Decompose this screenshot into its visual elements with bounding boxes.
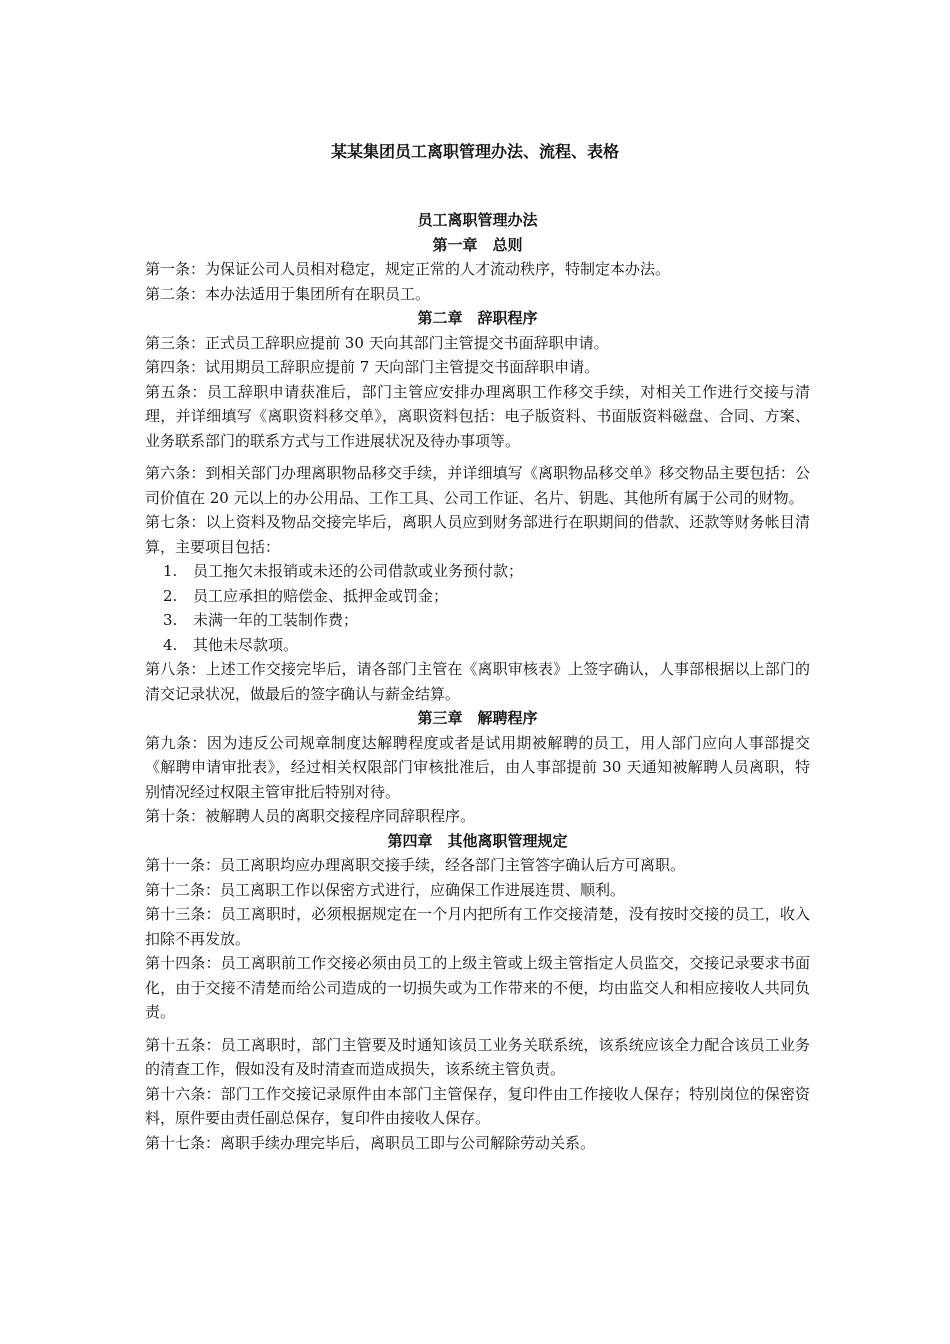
article-11: 第十一条：员工离职均应办理离职交接手续，经各部门主管答字确认后方可离职。 bbox=[145, 856, 686, 874]
article-1: 第一条：为保证公司人员相对稳定，规定正常的人才流动秩序，特制定本办法。 bbox=[145, 260, 671, 278]
chapter-4-heading: 第四章 其他离职管理规定 bbox=[387, 831, 568, 850]
chapter-3-heading: 第三章 解聘程序 bbox=[417, 709, 538, 727]
chapter-1-heading: 第一章 总则 bbox=[432, 235, 523, 254]
list-item-text: 未满一年的工装制作费； bbox=[193, 611, 359, 629]
list-item-text: 员工拖欠未报销或未还的公司借款或业务预付款； bbox=[193, 562, 524, 580]
article-12: 第十二条：员工离职工作以保密方式进行，应确保工作进展连贯、顺利。 bbox=[145, 880, 626, 899]
list-item-number: 1. bbox=[163, 562, 178, 580]
article-7: 第七条：以上资料及物品交接完毕后，离职人员应到财务部进行在职期间的借款、还款等财务帐目清算，主要项目包括： bbox=[145, 513, 810, 556]
document-title: 某某集团员工离职管理办法、流程、表格 bbox=[330, 142, 619, 161]
article-8: 第八条：上述工作交接完毕后，请各部门主管在《离职审核表》上签字确认，人事部根据以上部门的清交记录状况，做最后的签字确认与薪金结算。 bbox=[145, 660, 810, 703]
section-title: 员工离职管理办法 bbox=[417, 211, 538, 229]
article-9: 第九条：因为违反公司规章制度达解聘程度或者是试用期被解聘的员工，用人部门应向人事部提交《解聘申请审批表》，经过相关权限部门审核批准后，由人事部提前 30 天通知被解聘人员离职，特别情况经过权限主管审批后特别对待。 bbox=[145, 733, 810, 801]
article-10: 第十条：被解聘人员的离职交接程序同辞职程序。 bbox=[145, 807, 476, 825]
list-item-text: 其他未尽款项。 bbox=[193, 635, 299, 654]
article-3: 第三条：正式员工辞职应提前 30 天向其部门主管提交书面辞职申请。 bbox=[145, 333, 609, 352]
list-item bbox=[145, 608, 810, 633]
document-body bbox=[145, 208, 810, 1155]
list-item bbox=[145, 584, 810, 609]
list-item bbox=[145, 559, 810, 584]
article-13: 第十三条：员工离职时，必须根据规定在一个月内把所有工作交接清楚，没有按时交接的员工，收入扣除不再发放。 bbox=[145, 905, 810, 948]
article-15: 第十五条：员工离职时，部门主管要及时通知该员工业务关联系统，该系统应该全力配合该员工业务的清查工作，假如没有及时清查而造成损失，该系统主管负责。 bbox=[145, 1035, 810, 1078]
article-2: 第二条：本办法适用于集团所有在职员工。 bbox=[145, 284, 431, 303]
list-item-number: 2. bbox=[163, 586, 178, 605]
article-5: 第五条：员工辞职申请获准后，部门主管应安排办理离职工作移交手续，对相关工作进行交接与清理，并详细填写《离职资料移交单》，离职资料包括：电子版资料、书面版资料磁盘、合同、方案、业务联系部门的联系方式与工作进展状况及待办事项等。 bbox=[145, 382, 810, 450]
list-item-number: 3. bbox=[163, 611, 178, 629]
article-6: 第六条：到相关部门办理离职物品移交手续，并详细填写《离职物品移交单》移交物品主要包括：公司价值在 20 元以上的办公用品、工作工具、公司工作证、名片、钥匙、其他所有属于公司的财物。 bbox=[145, 464, 810, 507]
article-17: 第十七条：离职手续办理完毕后，离职员工即与公司解除劳动关系。 bbox=[145, 1133, 596, 1152]
list-item-number: 4. bbox=[163, 635, 178, 654]
list-item-text: 员工应承担的赔偿金、抵押金或罚金； bbox=[193, 586, 449, 605]
chapter-2-heading: 第二章 辞职程序 bbox=[417, 309, 538, 327]
article-16: 第十六条：部门工作交接记录原件由本部门主管保存，复印件由工作接收人保存；特别岗位的保密资料，原件要由责任副总保存，复印件由接收人保存。 bbox=[145, 1084, 810, 1127]
article-14: 第十四条：员工离职前工作交接必须由员工的上级主管或上级主管指定人员监交，交接记录要求书面化，由于交接不清楚而给公司造成的一切损失或为工作带来的不便，均由监交人和相应接收人共同负责。 bbox=[145, 954, 810, 1021]
article-4: 第四条：试用期员工辞职应提前 7 天向部门主管提交书面辞职申请。 bbox=[145, 358, 600, 376]
list-item bbox=[145, 633, 810, 658]
